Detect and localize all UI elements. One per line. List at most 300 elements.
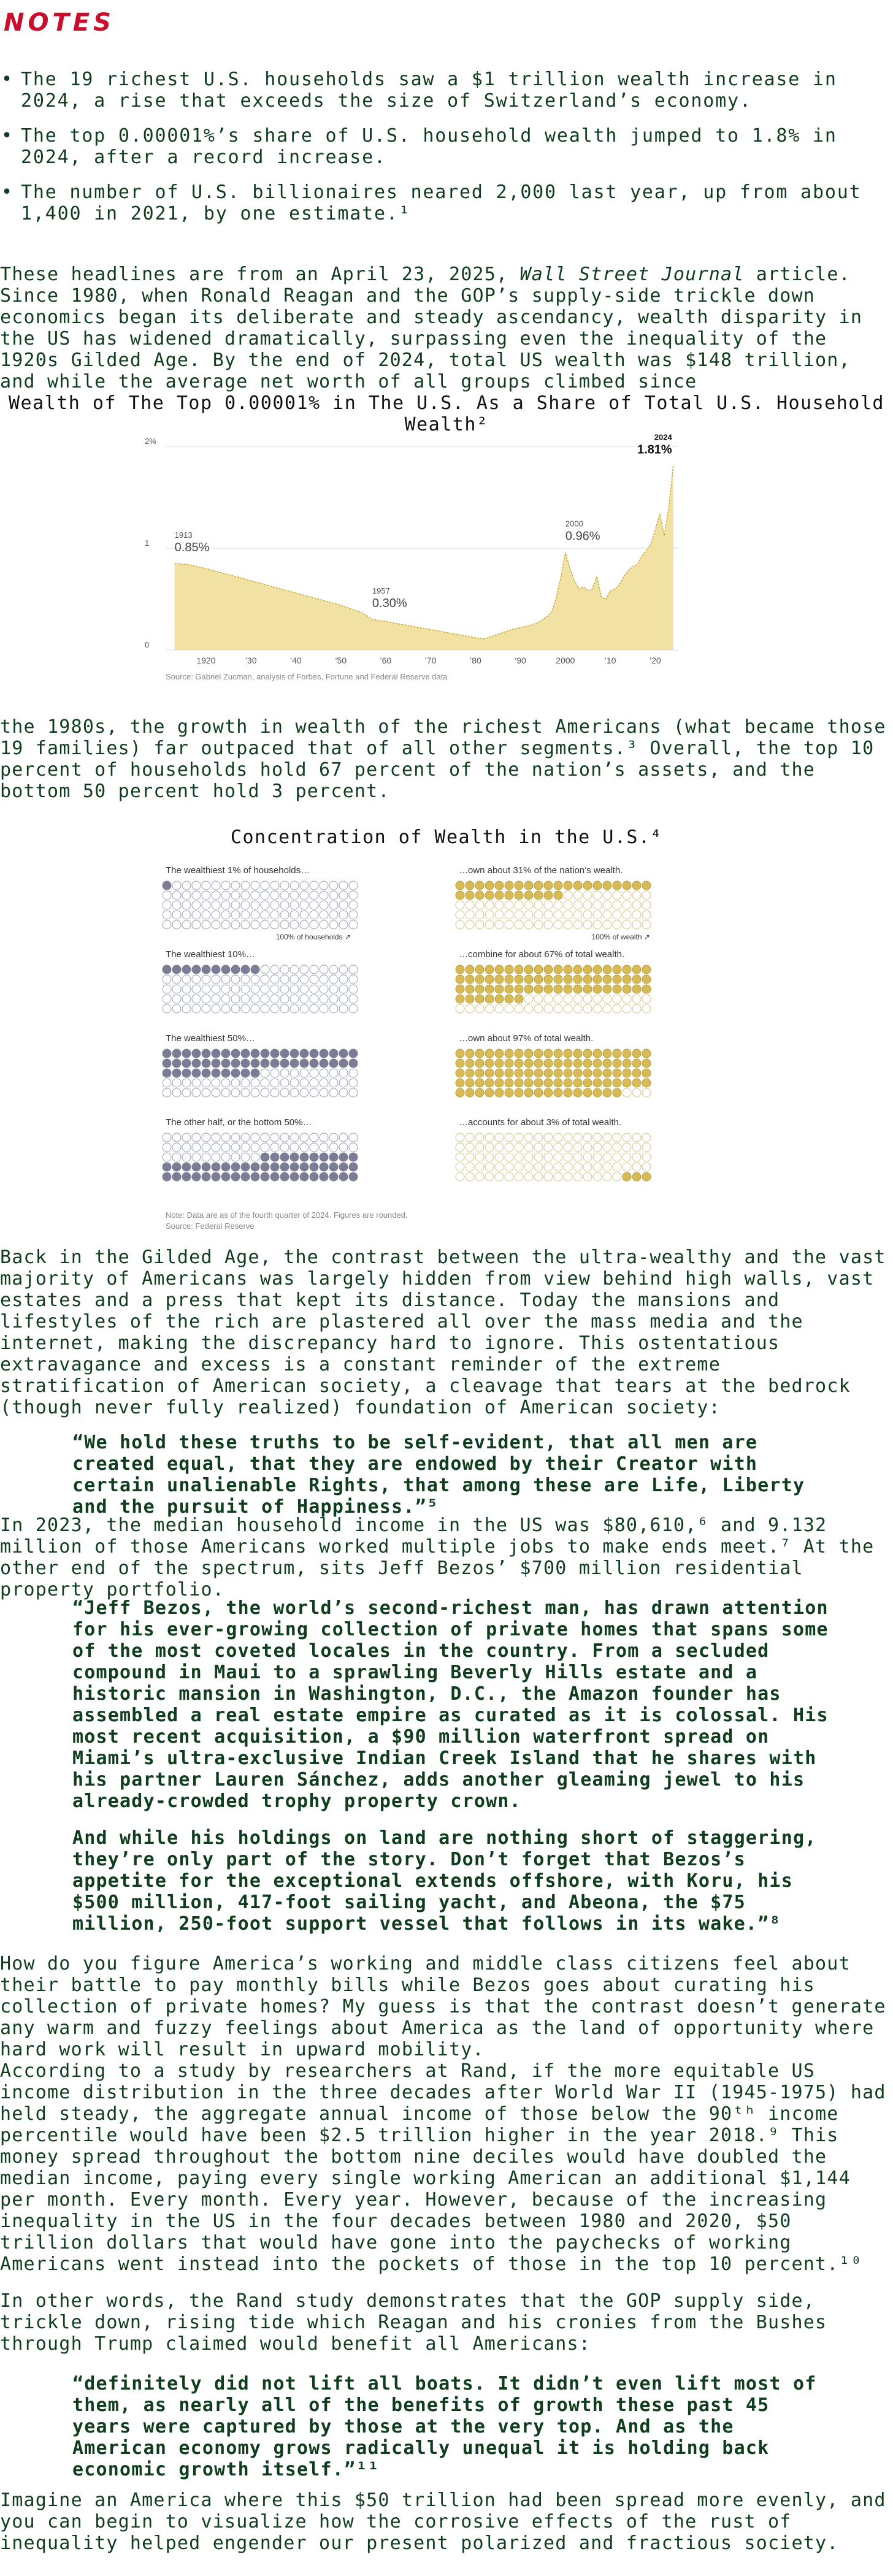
household-dot xyxy=(310,911,318,919)
wealth-dot xyxy=(544,965,553,974)
wealth-dot xyxy=(515,911,523,919)
wealth-dot xyxy=(554,1088,562,1097)
household-dot xyxy=(182,965,191,974)
household-dot xyxy=(270,1059,279,1068)
household-dot xyxy=(241,1143,250,1152)
wealth-dot xyxy=(475,1088,484,1097)
wealth-dot xyxy=(456,1153,464,1161)
wealth-dot xyxy=(623,1133,631,1142)
wealth-dot xyxy=(583,1143,592,1152)
household-dot xyxy=(320,920,328,929)
household-dot xyxy=(231,1069,240,1077)
y-tick-label: 1 xyxy=(145,538,150,548)
household-dot xyxy=(241,1049,250,1058)
wealth-share-chart xyxy=(141,429,693,681)
household-dot xyxy=(182,901,191,909)
wealth-dot xyxy=(544,1079,553,1087)
wealth-dot xyxy=(524,995,533,1003)
household-dot xyxy=(202,1088,210,1097)
annotation-value: 0.96% xyxy=(565,529,600,543)
wealth-dot xyxy=(524,1079,533,1087)
wealth-label: …own about 97% of total wealth. xyxy=(459,1033,594,1044)
household-dot xyxy=(310,1163,318,1171)
wealth-dot xyxy=(475,1143,484,1152)
household-dot xyxy=(290,985,299,993)
annotation-value: 1.81% xyxy=(637,443,672,457)
household-dot xyxy=(241,995,250,1003)
wealth-dot xyxy=(632,1133,641,1142)
wealth-dot xyxy=(613,1079,621,1087)
wealth-dot xyxy=(456,995,464,1003)
household-dot xyxy=(251,1163,259,1171)
wealth-dot xyxy=(544,891,553,900)
wealth-dot xyxy=(456,881,464,890)
wealth-dot xyxy=(623,1004,631,1013)
wealth-dot xyxy=(475,995,484,1003)
wealth-dot xyxy=(642,1143,651,1152)
wealth-dot xyxy=(593,891,602,900)
household-dot xyxy=(221,1153,230,1161)
household-dot xyxy=(241,1153,250,1161)
household-dot xyxy=(290,881,299,890)
household-dot xyxy=(261,985,269,993)
wealth-dot xyxy=(632,1049,641,1058)
wealth-dot xyxy=(505,985,513,993)
household-dot xyxy=(231,975,240,984)
household-dot xyxy=(241,1079,250,1087)
wealth-dot xyxy=(466,1133,474,1142)
household-dot xyxy=(310,1143,318,1152)
figure-source: Source: Federal Reserve xyxy=(166,1221,255,1231)
wealth-dot xyxy=(632,995,641,1003)
household-dot xyxy=(329,901,338,909)
household-dot xyxy=(261,891,269,900)
household-dot xyxy=(339,1143,348,1152)
household-dot xyxy=(241,985,250,993)
household-dot xyxy=(212,1004,220,1013)
wealth-dot xyxy=(485,1133,494,1142)
household-dot xyxy=(163,1004,171,1013)
household-dot xyxy=(261,920,269,929)
wealth-dot xyxy=(603,1049,611,1058)
household-dot xyxy=(329,1059,338,1068)
wealth-dot xyxy=(554,1133,562,1142)
wealth-dot xyxy=(603,1079,611,1087)
x-tick-label: ’70 xyxy=(424,655,437,665)
wealth-dot xyxy=(632,1079,641,1087)
chart-source: Source: Gabriel Zucman, analysis of Forbes, Fortune and Federal Reserve data xyxy=(166,672,448,681)
wealth-dot xyxy=(642,1069,651,1077)
household-dot xyxy=(310,985,318,993)
household-dot xyxy=(172,881,181,890)
household-dot xyxy=(310,1049,318,1058)
household-dot xyxy=(290,891,299,900)
wealth-dot xyxy=(554,1163,562,1171)
household-dot xyxy=(221,920,230,929)
wealth-dot xyxy=(485,1088,494,1097)
household-dot xyxy=(163,1172,171,1181)
household-dot xyxy=(339,1172,348,1181)
wealth-dot xyxy=(505,920,513,929)
wealth-dot xyxy=(475,1163,484,1171)
household-dot xyxy=(329,1088,338,1097)
wealth-dot xyxy=(554,901,562,909)
wealth-dot xyxy=(564,1163,572,1171)
household-dot xyxy=(212,1163,220,1171)
household-dot xyxy=(212,1059,220,1068)
headline-item: • The 19 richest U.S. households saw a $1 trillion wealth increase in 2024, a rise that exceeds the size of Switzerland’s economy. xyxy=(0,69,883,112)
household-dot xyxy=(221,1069,230,1077)
wealth-dot xyxy=(466,1049,474,1058)
wealth-dot xyxy=(524,1143,533,1152)
wealth-dot xyxy=(564,1049,572,1058)
wealth-dot xyxy=(544,881,553,890)
wealth-dot xyxy=(485,920,494,929)
wealth-dot xyxy=(456,911,464,919)
household-dot xyxy=(300,1059,309,1068)
wealth-dot xyxy=(456,901,464,909)
household-dot xyxy=(241,1069,250,1077)
household-dot xyxy=(231,985,240,993)
wealth-dot xyxy=(573,891,582,900)
wealth-dot xyxy=(564,1069,572,1077)
wealth-dot xyxy=(583,995,592,1003)
wealth-dot xyxy=(495,1069,504,1077)
household-dot xyxy=(241,975,250,984)
household-dot xyxy=(261,1163,269,1171)
household-dot xyxy=(182,881,191,890)
household-dot xyxy=(290,920,299,929)
wealth-dot xyxy=(485,1049,494,1058)
household-dot xyxy=(280,911,289,919)
wealth-dot xyxy=(632,1163,641,1171)
household-dot xyxy=(221,881,230,890)
wealth-dot xyxy=(505,891,513,900)
wealth-dot xyxy=(515,1088,523,1097)
wealth-dot xyxy=(505,965,513,974)
household-dot xyxy=(251,1069,259,1077)
wealth-dot xyxy=(505,1153,513,1161)
household-dot xyxy=(241,891,250,900)
wealth-dot xyxy=(505,995,513,1003)
household-dot xyxy=(320,901,328,909)
household-dot xyxy=(280,1133,289,1142)
wealth-dot xyxy=(515,1163,523,1171)
wealth-dot xyxy=(613,1153,621,1161)
wealth-dot xyxy=(613,975,621,984)
wealth-dot xyxy=(495,1172,504,1181)
wealth-dot xyxy=(554,911,562,919)
wealth-dot xyxy=(524,901,533,909)
household-dot xyxy=(251,1049,259,1058)
household-dot xyxy=(172,1049,181,1058)
x-tick-label: ’90 xyxy=(515,655,526,665)
wealth-dot xyxy=(613,1059,621,1068)
household-dot xyxy=(300,891,309,900)
wealth-dot xyxy=(564,1153,572,1161)
wealth-dot xyxy=(593,1069,602,1077)
household-dot xyxy=(349,985,358,993)
household-dot xyxy=(202,1163,210,1171)
household-dot xyxy=(221,1079,230,1087)
x-tick-label: ’80 xyxy=(470,655,481,665)
household-dot xyxy=(310,965,318,974)
wealth-dot xyxy=(485,1059,494,1068)
household-dot xyxy=(329,1049,338,1058)
x-tick-label: ’10 xyxy=(604,655,616,665)
wealth-dot xyxy=(485,911,494,919)
wealth-dot xyxy=(603,1133,611,1142)
household-dot xyxy=(339,975,348,984)
household-dot xyxy=(349,975,358,984)
household-dot xyxy=(182,1172,191,1181)
wealth-dot xyxy=(456,1172,464,1181)
wealth-dot xyxy=(573,975,582,984)
wealth-dot xyxy=(495,881,504,890)
household-dot xyxy=(320,1153,328,1161)
household-dot xyxy=(349,1069,358,1077)
wealth-dot xyxy=(554,1059,562,1068)
wealth-dot xyxy=(593,881,602,890)
household-dot xyxy=(290,975,299,984)
wealth-dot xyxy=(515,1079,523,1087)
quote-rand: “definitely did not lift all boats. It didn’t even lift most of them, as nearly all of the benefits of growth these past 45 years were captured by those at the very top. And as the American economy grows radically unequal it is holding back economic growth itself.”¹¹ xyxy=(72,2373,817,2480)
wealth-dot xyxy=(544,1143,553,1152)
wealth-dot xyxy=(495,1133,504,1142)
household-dot xyxy=(202,975,210,984)
household-dot xyxy=(280,1153,289,1161)
household-dot xyxy=(280,891,289,900)
wealth-dot xyxy=(603,965,611,974)
household-dot xyxy=(251,881,259,890)
wealth-dot xyxy=(573,901,582,909)
y-tick-label: 0 xyxy=(145,640,150,649)
wealth-dot xyxy=(573,985,582,993)
wealth-dot xyxy=(603,985,611,993)
household-dot xyxy=(349,1143,358,1152)
household-dot xyxy=(192,1163,201,1171)
household-dot xyxy=(231,881,240,890)
paragraph-3: Back in the Gilded Age, the contrast between the ultra-wealthy and the vast majority of Americans was largely hidden from view behind high walls, vast estates and a press that kept its distance. Today the mansions and lifestyles of the rich are plastered all over the mass media and the internet, making the discrepancy hard to ignore. This ostentatious extravagance and excess is a constant reminder of the extreme stratification of American society, a cleavage that tears at the bedrock (though never fully realized) foundation of American society: xyxy=(0,1247,886,1418)
household-dot xyxy=(300,911,309,919)
wealth-dot xyxy=(534,965,543,974)
wealth-dot xyxy=(485,975,494,984)
wealth-dot xyxy=(642,1049,651,1058)
household-dot xyxy=(251,1153,259,1161)
wealth-label: …combine for about 67% of total wealth. xyxy=(459,949,625,960)
household-dot xyxy=(280,901,289,909)
wealth-dot xyxy=(642,1163,651,1171)
household-dot xyxy=(280,975,289,984)
wealth-dot xyxy=(544,1088,553,1097)
x-tick-label: ’40 xyxy=(290,655,302,665)
household-dot xyxy=(339,891,348,900)
wealth-dot xyxy=(495,901,504,909)
wealth-dot xyxy=(632,901,641,909)
household-dot xyxy=(163,1079,171,1087)
paragraph-2: the 1980s, the growth in wealth of the richest Americans (what became those 19 families) far outpaced that of all other segments.³ Overall, the top 10 percent of households hold 67 percent of the nation’s assets, and the bottom 50 percent hold 3 percent. xyxy=(0,716,886,802)
household-dot xyxy=(300,1088,309,1097)
household-dot xyxy=(339,920,348,929)
wealth-dot xyxy=(603,1088,611,1097)
wealth-dot xyxy=(623,901,631,909)
annotation-year: 1913 xyxy=(174,530,193,540)
wealth-dot xyxy=(623,1088,631,1097)
wealth-dot xyxy=(632,1069,641,1077)
household-dot xyxy=(192,920,201,929)
household-dot xyxy=(192,1143,201,1152)
household-dot xyxy=(221,1004,230,1013)
household-dot xyxy=(300,1004,309,1013)
household-dot xyxy=(329,975,338,984)
household-dot xyxy=(329,1172,338,1181)
wealth-dot xyxy=(475,1059,484,1068)
household-dot xyxy=(251,1079,259,1087)
intro-text-a: These headlines are from an April 23, 2025, xyxy=(0,264,520,285)
wealth-dot xyxy=(475,1004,484,1013)
household-dot xyxy=(320,975,328,984)
wealth-dot xyxy=(642,881,651,890)
wealth-dot xyxy=(573,995,582,1003)
household-dot xyxy=(202,995,210,1003)
household-dot xyxy=(290,1133,299,1142)
wealth-dot xyxy=(623,965,631,974)
wealth-dot xyxy=(593,965,602,974)
household-dot xyxy=(349,911,358,919)
household-dot xyxy=(339,1088,348,1097)
household-dot xyxy=(202,965,210,974)
household-dot xyxy=(270,901,279,909)
household-dot xyxy=(182,1163,191,1171)
wealth-dot xyxy=(642,975,651,984)
household-dot xyxy=(290,1143,299,1152)
x-tick-label: ’60 xyxy=(380,655,392,665)
household-dot xyxy=(339,1153,348,1161)
household-dot xyxy=(163,965,171,974)
wealth-dot xyxy=(642,920,651,929)
household-dot xyxy=(182,995,191,1003)
wealth-dot xyxy=(613,1133,621,1142)
household-dot xyxy=(320,891,328,900)
wealth-dot xyxy=(524,1059,533,1068)
wealth-dot xyxy=(603,995,611,1003)
household-dot xyxy=(320,1143,328,1152)
household-dot xyxy=(202,1079,210,1087)
household-dot xyxy=(261,1088,269,1097)
household-dot xyxy=(339,995,348,1003)
household-dot xyxy=(182,1049,191,1058)
paragraph-8: Imagine an America where this $50 trillion had been spread more evenly, and you can begin to visualize how the corrosive effects of the rust of inequality helped engender our present polarized and fractious society. xyxy=(0,2490,886,2554)
household-dot xyxy=(163,995,171,1003)
household-dot xyxy=(300,1163,309,1171)
household-dot xyxy=(251,1088,259,1097)
wealth-dot xyxy=(456,1004,464,1013)
household-dot xyxy=(163,1143,171,1152)
household-dot xyxy=(251,1143,259,1152)
household-dot xyxy=(182,1153,191,1161)
wealth-dot xyxy=(554,995,562,1003)
wealth-dot xyxy=(534,1049,543,1058)
wealth-dot xyxy=(505,901,513,909)
wealth-dot xyxy=(613,985,621,993)
wealth-dot xyxy=(593,1004,602,1013)
wealth-dot xyxy=(524,1069,533,1077)
household-dot xyxy=(290,1163,299,1171)
household-dot xyxy=(192,1172,201,1181)
household-dot xyxy=(202,1143,210,1152)
wealth-dot xyxy=(623,995,631,1003)
wealth-dot xyxy=(603,1153,611,1161)
household-dot xyxy=(202,1133,210,1142)
wealth-dot xyxy=(583,1088,592,1097)
household-dot xyxy=(163,881,171,890)
household-dot xyxy=(172,1004,181,1013)
household-dot xyxy=(349,1153,358,1161)
household-dot xyxy=(270,891,279,900)
household-dot xyxy=(349,881,358,890)
wealth-dot xyxy=(515,995,523,1003)
wealth-dot xyxy=(505,1088,513,1097)
quote-bezos-yachts: And while his holdings on land are nothing short of staggering, they’re only part of the story. Don’t forget that Bezos’s appetite for the exceptional extends offshore, with Koru, his $500 million, 417-foot sailing yacht, and Abeona, the $75 million, 250-foot support vessel that follows in its wake.”⁸ xyxy=(72,1827,817,1935)
wealth-dot xyxy=(466,881,474,890)
household-dot xyxy=(163,891,171,900)
wealth-dot xyxy=(554,1153,562,1161)
household-dot xyxy=(310,1079,318,1087)
household-dot xyxy=(251,920,259,929)
wealth-dot xyxy=(573,1079,582,1087)
paragraph-4: In 2023, the median household income in the US was $80,610,⁶ and 9.132 million of those Americans worked multiple jobs to make ends meet.⁷ At the other end of the spectrum, sits Jeff Bezos’ $700 million residential property portfolio. xyxy=(0,1515,875,1600)
wealth-dot xyxy=(456,1069,464,1077)
wealth-dot xyxy=(466,975,474,984)
household-dot xyxy=(172,965,181,974)
household-dot xyxy=(221,1049,230,1058)
wealth-dot xyxy=(495,1163,504,1171)
household-dot xyxy=(163,1163,171,1171)
household-dot xyxy=(329,995,338,1003)
household-dot xyxy=(163,1088,171,1097)
household-dot xyxy=(349,1004,358,1013)
annotation-value: 0.30% xyxy=(372,597,407,611)
household-dot xyxy=(192,891,201,900)
wealth-dot xyxy=(466,1004,474,1013)
household-dot xyxy=(212,911,220,919)
wealth-dot xyxy=(524,881,533,890)
household-dot xyxy=(329,985,338,993)
household-dot xyxy=(270,920,279,929)
wealth-dot xyxy=(593,995,602,1003)
wealth-dot xyxy=(524,920,533,929)
wealth-dot xyxy=(623,881,631,890)
quote-bezos-homes: “Jeff Bezos, the world’s second-richest man, has drawn attention for his ever-growing collection of private homes that spans some of the most coveted locales in the country. From a secluded compound in Maui to a sprawling Beverly Hills estate and a historic mansion in Washington, D.C., the Amazon founder has assembled a real estate empire as curated as it is colossal. His most recent acquisition, a $90 million waterfront spread on Miami’s ultra-exclusive Indian Creek Island that he shares with his partner Lauren Sánchez, adds another gleaming jewel to his already-crowded trophy property crown. xyxy=(72,1597,829,1812)
wealth-dot xyxy=(573,920,582,929)
wealth-dot xyxy=(505,1133,513,1142)
wealth-dot xyxy=(573,911,582,919)
wealth-dot xyxy=(534,1143,543,1152)
wealth-dot xyxy=(593,1079,602,1087)
wealth-dot xyxy=(544,1049,553,1058)
household-dot xyxy=(202,901,210,909)
wealth-dot xyxy=(544,1133,553,1142)
household-dot xyxy=(221,975,230,984)
household-dot xyxy=(241,1059,250,1068)
household-dot xyxy=(300,1079,309,1087)
household-dot xyxy=(231,965,240,974)
household-dot xyxy=(212,901,220,909)
household-dot xyxy=(320,1088,328,1097)
household-dot xyxy=(270,1049,279,1058)
wealth-dot xyxy=(505,1069,513,1077)
wealth-dot xyxy=(456,985,464,993)
